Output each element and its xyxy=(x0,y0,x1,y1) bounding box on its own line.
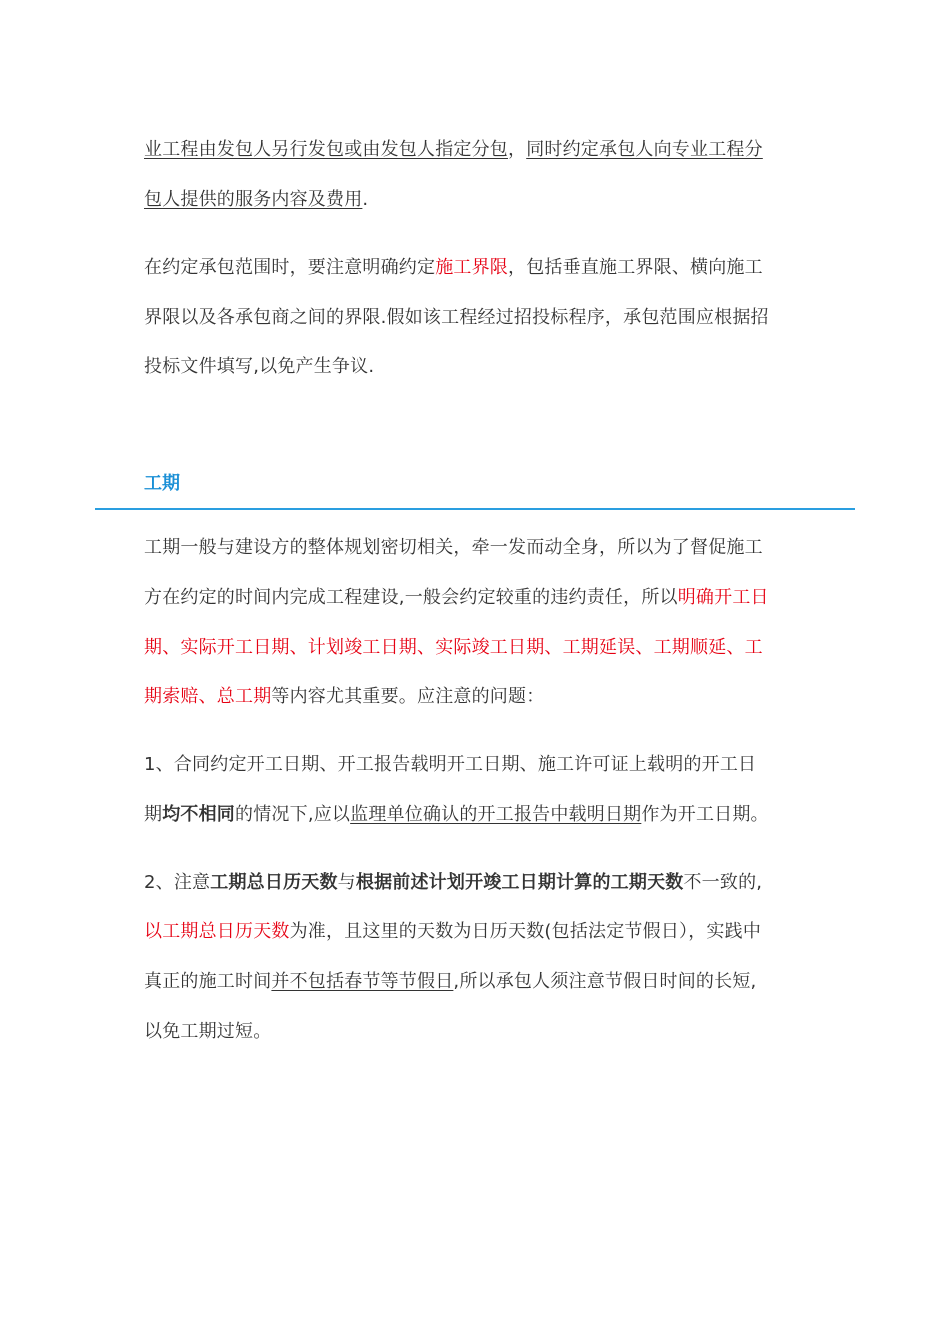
text-line: 工期一般与建设方的整体规划密切相关，牵一发而动全身，所以为了督促施工 xyxy=(144,537,763,558)
highlight-text: 以 xyxy=(144,921,163,942)
list-item-1 xyxy=(144,753,814,777)
paragraph-duration-line4 xyxy=(144,685,814,709)
highlight-text: 明确开工日 xyxy=(677,587,769,608)
paragraph-duration xyxy=(144,536,814,560)
text-line: 界限以及各承包商之间的界限.假如该工程经过招投标程序，承包范围应根据招 xyxy=(144,307,769,328)
text-span: 方在约定的时间内完成工程建设,一般会约定较重的违约责任，所以 xyxy=(144,587,678,608)
underlined-text: 并不包括春节等节假日 xyxy=(271,971,454,992)
underlined-text: 同时约定承包人向专业工程分 xyxy=(526,139,763,160)
list-item-2-line2 xyxy=(144,920,814,944)
highlight-text: 期索赔、总工期 xyxy=(144,686,272,707)
text-span: 与 xyxy=(337,872,356,893)
bold-text: 均不相同 xyxy=(162,804,236,825)
text-span: ，包括垂直施工界限、横向施工 xyxy=(508,257,763,278)
paragraph-boundaries xyxy=(144,256,814,280)
text-span: 2、注意 xyxy=(144,872,211,893)
bold-text: 根据前述计划开竣工日期计算的工期天数 xyxy=(355,872,684,893)
text-line: 1、合同约定开工日期、开工报告载明开工日期、施工许可证上载明的开工日 xyxy=(144,754,757,775)
paragraph-duration-line3 xyxy=(144,636,814,660)
text-span: 作为开工日期。 xyxy=(641,804,769,825)
paragraph-boundaries-line3 xyxy=(144,355,814,379)
list-item-2-line4 xyxy=(144,1020,814,1044)
underlined-text: 监理单位确认的开工报告中载明日期 xyxy=(350,804,642,825)
paragraph-duration-line2 xyxy=(144,586,814,610)
text-span: 在约定承包范围时，要注意明确约定 xyxy=(144,257,436,278)
paragraph-boundaries-line2 xyxy=(144,306,814,330)
text-line xyxy=(144,685,814,709)
text-line xyxy=(144,256,814,280)
text-span: 的情况下,应以 xyxy=(235,804,351,825)
text-line xyxy=(144,586,814,610)
text-line: 以免工期过短。 xyxy=(144,1021,272,1042)
text-span: 真正的施工时间 xyxy=(144,971,272,992)
text-line xyxy=(144,920,814,944)
text-line xyxy=(144,188,814,212)
list-item-2-line3 xyxy=(144,970,814,994)
text-line xyxy=(144,970,814,994)
list-item-2 xyxy=(144,871,814,895)
text-span: 等内容尤其重要。应注意的问题： xyxy=(271,686,545,707)
text-line xyxy=(144,138,814,162)
highlight-text: 期、实际开工日期、计划竣工日期、实际竣工日期、工期延误、工期顺延、工 xyxy=(144,637,763,658)
underlined-text: 包人提供的服务内容及费用 xyxy=(144,189,363,210)
text-line xyxy=(144,803,814,827)
text-span: . xyxy=(362,189,369,210)
highlight-text: 施工界限 xyxy=(435,257,509,278)
highlight-text: 工期总日历天数 xyxy=(162,921,290,942)
heading-divider xyxy=(95,508,855,510)
section-heading: 工期 xyxy=(144,473,180,494)
text-span: 为准，且这里的天数为日历天数(包括法定节假日），实践中 xyxy=(289,921,762,942)
text-line xyxy=(144,871,814,895)
paragraph-scope-end xyxy=(144,138,814,162)
text-span: ， xyxy=(508,139,527,160)
list-item-1-line2 xyxy=(144,803,814,827)
paragraph-scope-end-cont xyxy=(144,188,814,212)
text-span: 期 xyxy=(144,804,163,825)
text-span: 不一致的, xyxy=(683,872,763,893)
text-span: ,所以承包人须注意节假日时间的长短, xyxy=(453,971,757,992)
underlined-text: 业工程由发包人另行发包或由发包人指定分包 xyxy=(144,139,508,160)
bold-text: 工期总日历天数 xyxy=(210,872,338,893)
text-line: 投标文件填写,以免产生争议. xyxy=(144,356,375,377)
